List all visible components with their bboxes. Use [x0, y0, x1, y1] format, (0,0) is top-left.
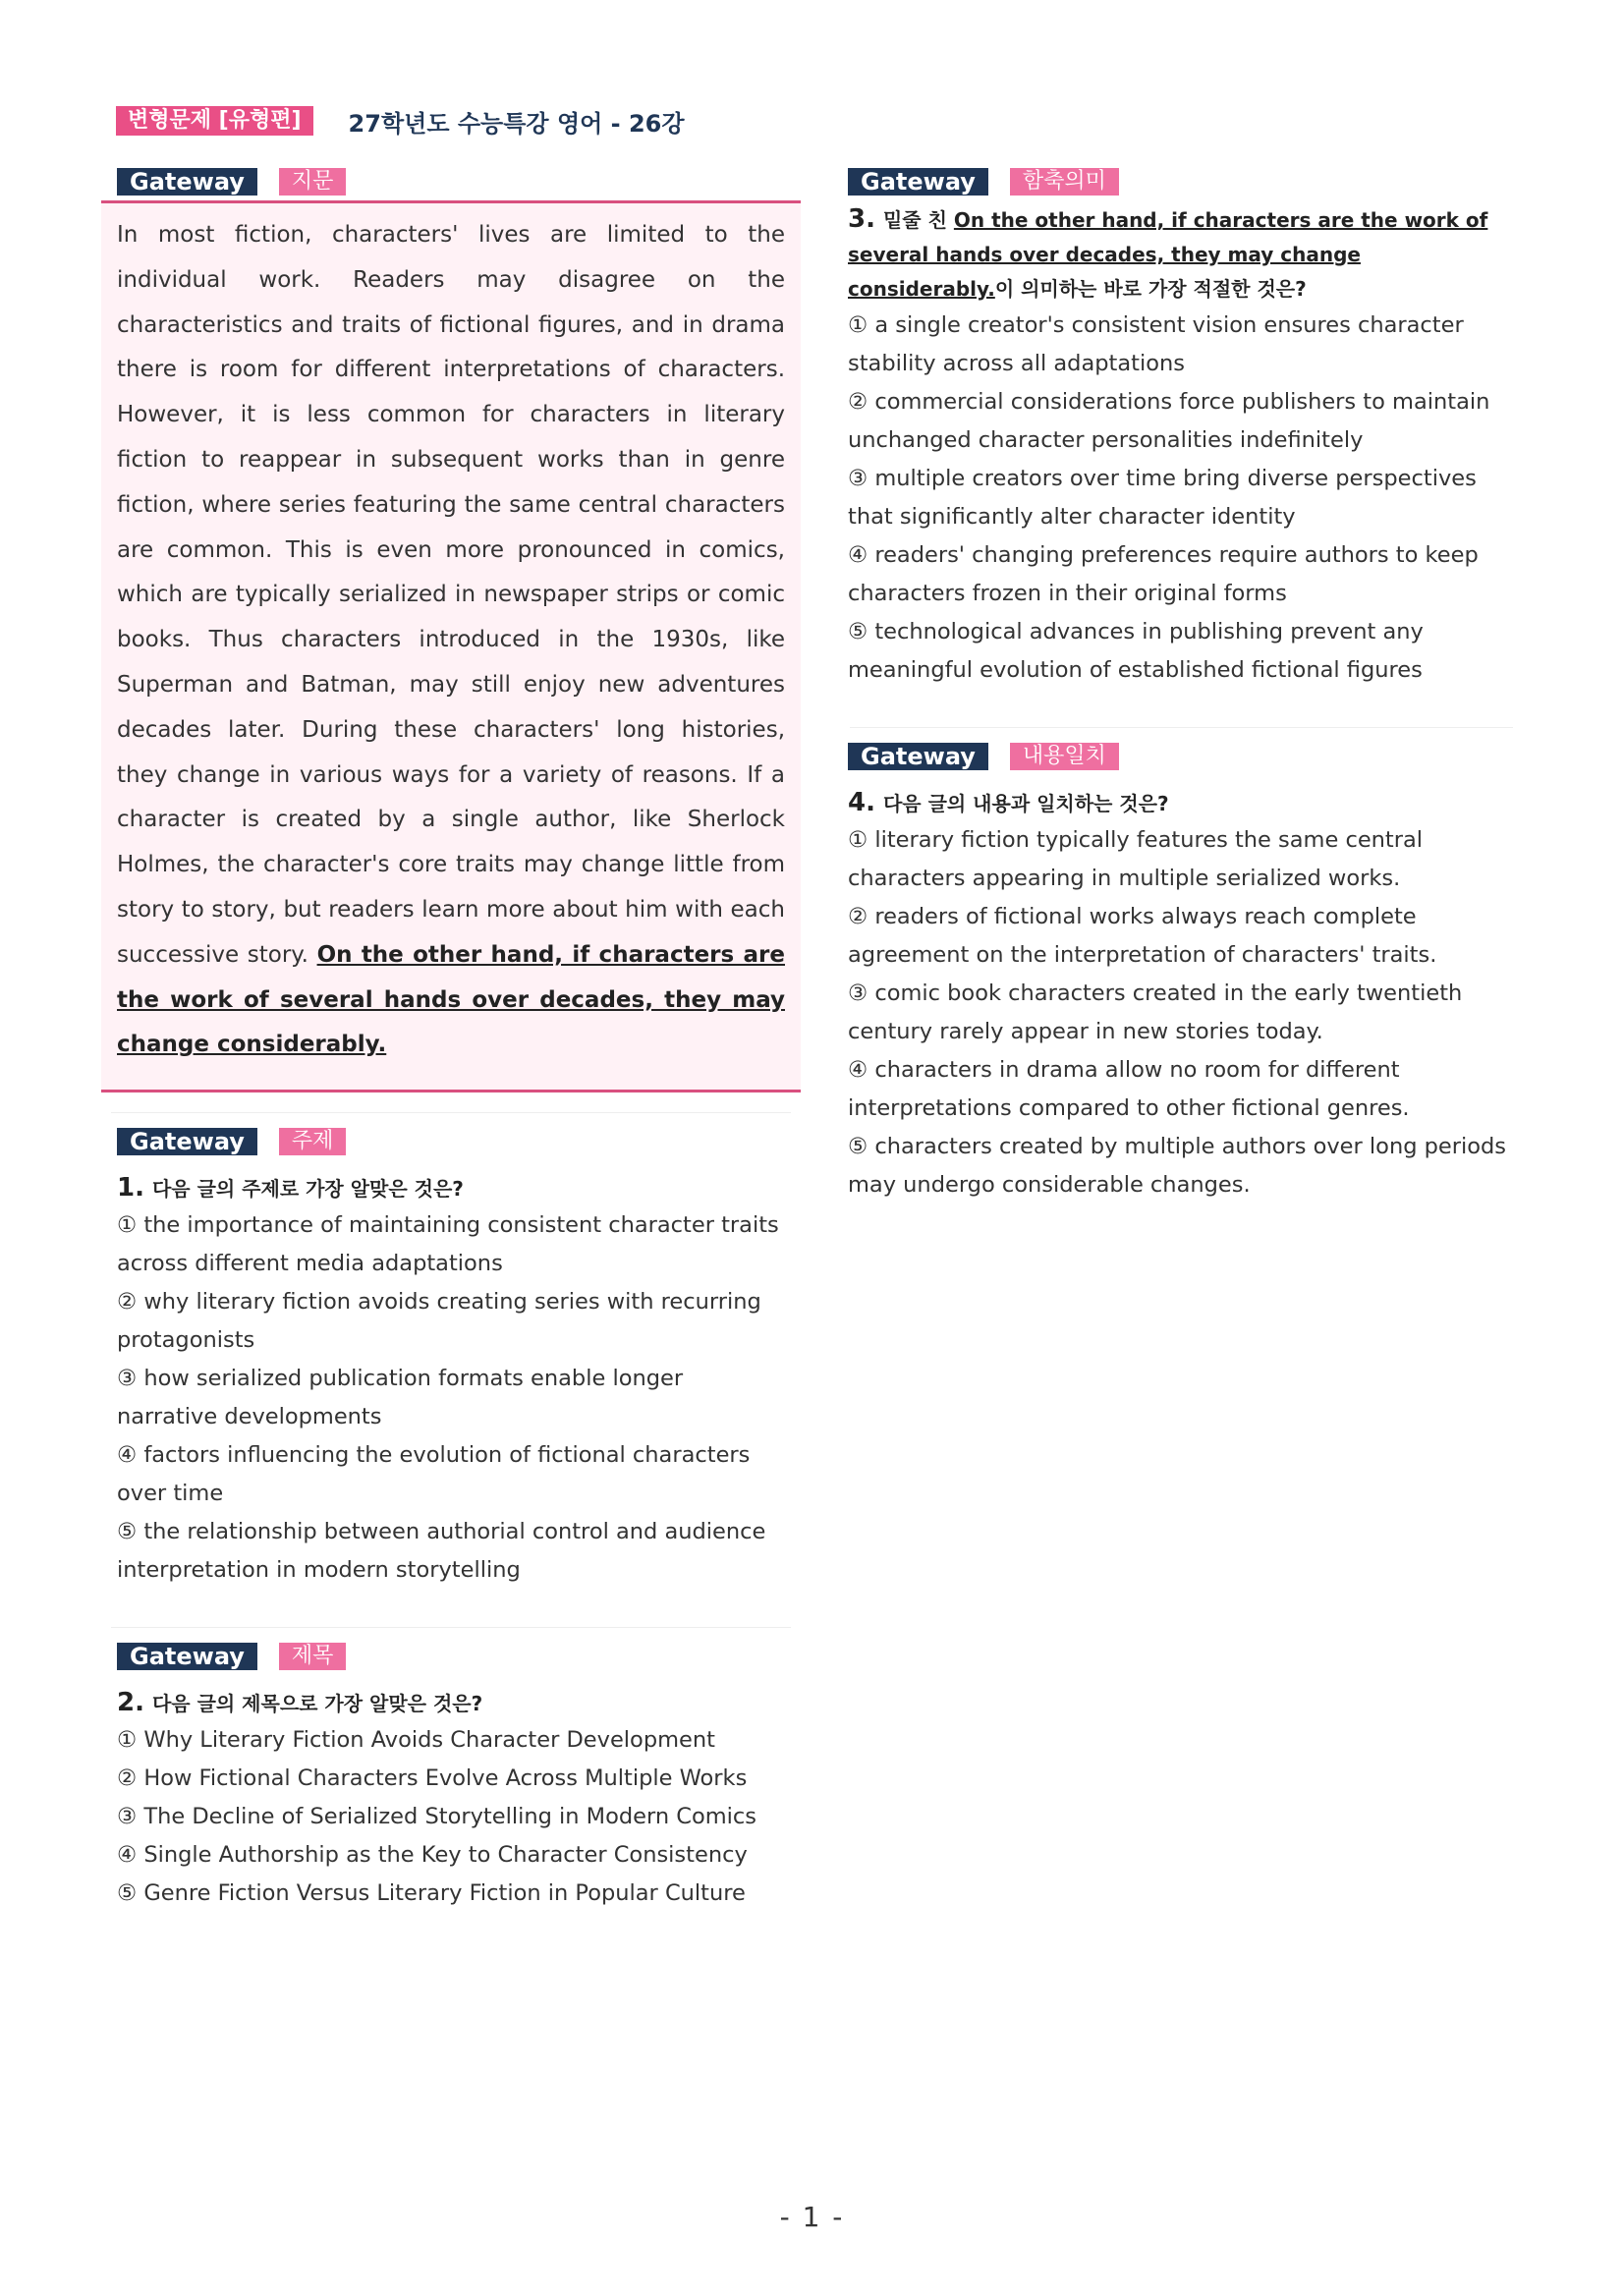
right-column — [840, 167, 1523, 1204]
question-2 — [101, 1642, 801, 1913]
question-2-option-2[interactable]: ② How Fictional Characters Evolve Across Multiple Works — [117, 1765, 748, 1792]
question-3-option-5[interactable]: ⑤ technological advances in publishing prevent any meaningful evolution of established fictional figures — [848, 619, 1424, 683]
question-3-option-1[interactable]: ① a single creator's consistent vision ensures character stability across all adaptations — [848, 312, 1464, 376]
question-number: 3. — [848, 204, 875, 234]
question-4-option-3[interactable]: ③ comic book characters created in the early twentieth century rarely appear in new stories today. — [848, 980, 1463, 1044]
question-1-option-3[interactable]: ③ how serialized publication formats enable longer narrative developments — [117, 1366, 684, 1430]
gateway-label: Gateway — [117, 168, 257, 196]
question-number: 1. — [117, 1173, 144, 1204]
question-2-option-5[interactable]: ⑤ Genre Fiction Versus Literary Fiction in Popular Culture — [117, 1880, 746, 1907]
gateway-label: Gateway — [848, 743, 988, 770]
question-2-tag-row — [117, 1642, 785, 1671]
question-1-option-4[interactable]: ④ factors influencing the evolution of fictional characters over time — [117, 1442, 751, 1507]
question-4-tag-row — [848, 742, 1507, 771]
question-underlined-quote: On the other hand, if characters are the work of several hands over decades, they may change considerably. — [848, 208, 1488, 301]
question-text: 다음 글의 내용과 일치하는 것은? — [882, 792, 1169, 815]
section-divider — [111, 1627, 791, 1628]
question-number: 4. — [848, 788, 875, 817]
question-4-option-5[interactable]: ⑤ characters created by multiple authors over long periods may undergo considerable changes. — [848, 1134, 1507, 1198]
question-prompt-prefix: 밑줄 친 — [882, 208, 947, 232]
page-header — [116, 104, 685, 138]
passage-body: In most fiction, characters' lives are limited to the individual work. Readers may disagree on the characteristics and traits of fictional figures, and in drama there is room for different interpretations of characters. However, it is less common for characters in literary fiction to reappear in subsequent works than in genre fiction, where series featuring the same central characters are common. This is even more pronounced in comics, which are typically serialized in newspaper strips or comic books. Thus characters introduced in the 1930s, like Superman and Batman, may still enjoy new adventures decades later. During these characters' long histories, they change in various ways for a variety of reasons. If a character is created by a single author, like Sherlock Holmes, the character's core traits may change little from story to story, but readers learn more about him with each successive story. — [117, 222, 785, 968]
section-divider — [111, 1112, 791, 1113]
gateway-label: Gateway — [848, 168, 988, 196]
worksheet-type-tag: 변형문제 [유형편] — [116, 106, 313, 136]
question-text: 다음 글의 제목으로 가장 알맞은 것은? — [151, 1692, 483, 1716]
question-1-option-2[interactable]: ② why literary fiction avoids creating series with recurring protagonists — [117, 1289, 761, 1354]
question-text: 다음 글의 주제로 가장 알맞은 것은? — [151, 1177, 464, 1202]
gateway-label: Gateway — [117, 1643, 257, 1670]
question-2-option-3[interactable]: ③ The Decline of Serialized Storytelling in Modern Comics — [117, 1804, 756, 1830]
passage-underlined-sentence: On the other hand, if characters are the work of several hands over decades, they may change considerably. — [117, 941, 785, 1058]
question-3-prompt — [848, 202, 1507, 307]
passage-box — [101, 200, 801, 1092]
passage-tag-row — [101, 167, 801, 196]
question-4-option-1[interactable]: ① literary fiction typically features the same central characters appearing in multiple serialized works. — [848, 827, 1424, 891]
question-4-option-4[interactable]: ④ characters in drama allow no room for different interpretations compared to other fictional genres. — [848, 1057, 1410, 1121]
question-2-prompt — [117, 1685, 785, 1721]
question-1-category-tag: 주제 — [279, 1128, 347, 1155]
passage-category-tag: 지문 — [279, 168, 347, 196]
page-number: - 1 - — [779, 2201, 845, 2233]
question-4 — [840, 742, 1523, 1204]
question-1-option-1[interactable]: ① the importance of maintaining consistent character traits across different media adaptations — [117, 1212, 779, 1277]
passage-text — [117, 213, 785, 1068]
question-1-option-5[interactable]: ⑤ the relationship between authorial control and audience interpretation in modern storytelling — [117, 1519, 766, 1584]
question-3-category-tag: 함축의미 — [1010, 168, 1119, 196]
worksheet-title: 27학년도 수능특강 영어 - 26강 — [348, 109, 685, 138]
question-3 — [840, 167, 1523, 690]
section-divider — [850, 727, 1513, 728]
question-prompt-suffix: 이 의미하는 바로 가장 적절한 것은? — [994, 277, 1307, 301]
question-1 — [101, 1127, 801, 1590]
question-2-category-tag: 제목 — [279, 1643, 347, 1670]
question-2-option-1[interactable]: ① Why Literary Fiction Avoids Character Development — [117, 1727, 715, 1754]
question-4-option-2[interactable]: ② readers of fictional works always reach complete agreement on the interpretation of characters' traits. — [848, 904, 1437, 968]
question-2-option-4[interactable]: ④ Single Authorship as the Key to Character Consistency — [117, 1842, 748, 1869]
question-number: 2. — [117, 1688, 144, 1718]
question-3-tag-row — [848, 167, 1507, 196]
question-3-option-2[interactable]: ② commercial considerations force publishers to maintain unchanged character personalities indefinitely — [848, 389, 1490, 453]
question-1-tag-row — [117, 1127, 785, 1156]
question-3-option-3[interactable]: ③ multiple creators over time bring diverse perspectives that significantly alter character identity — [848, 466, 1477, 530]
question-3-option-4[interactable]: ④ readers' changing preferences require authors to keep characters frozen in their original forms — [848, 542, 1479, 606]
question-4-prompt — [848, 785, 1507, 821]
left-column — [101, 167, 801, 1913]
question-4-category-tag: 내용일치 — [1010, 743, 1119, 770]
gateway-label: Gateway — [117, 1128, 257, 1155]
question-1-prompt — [117, 1170, 785, 1206]
